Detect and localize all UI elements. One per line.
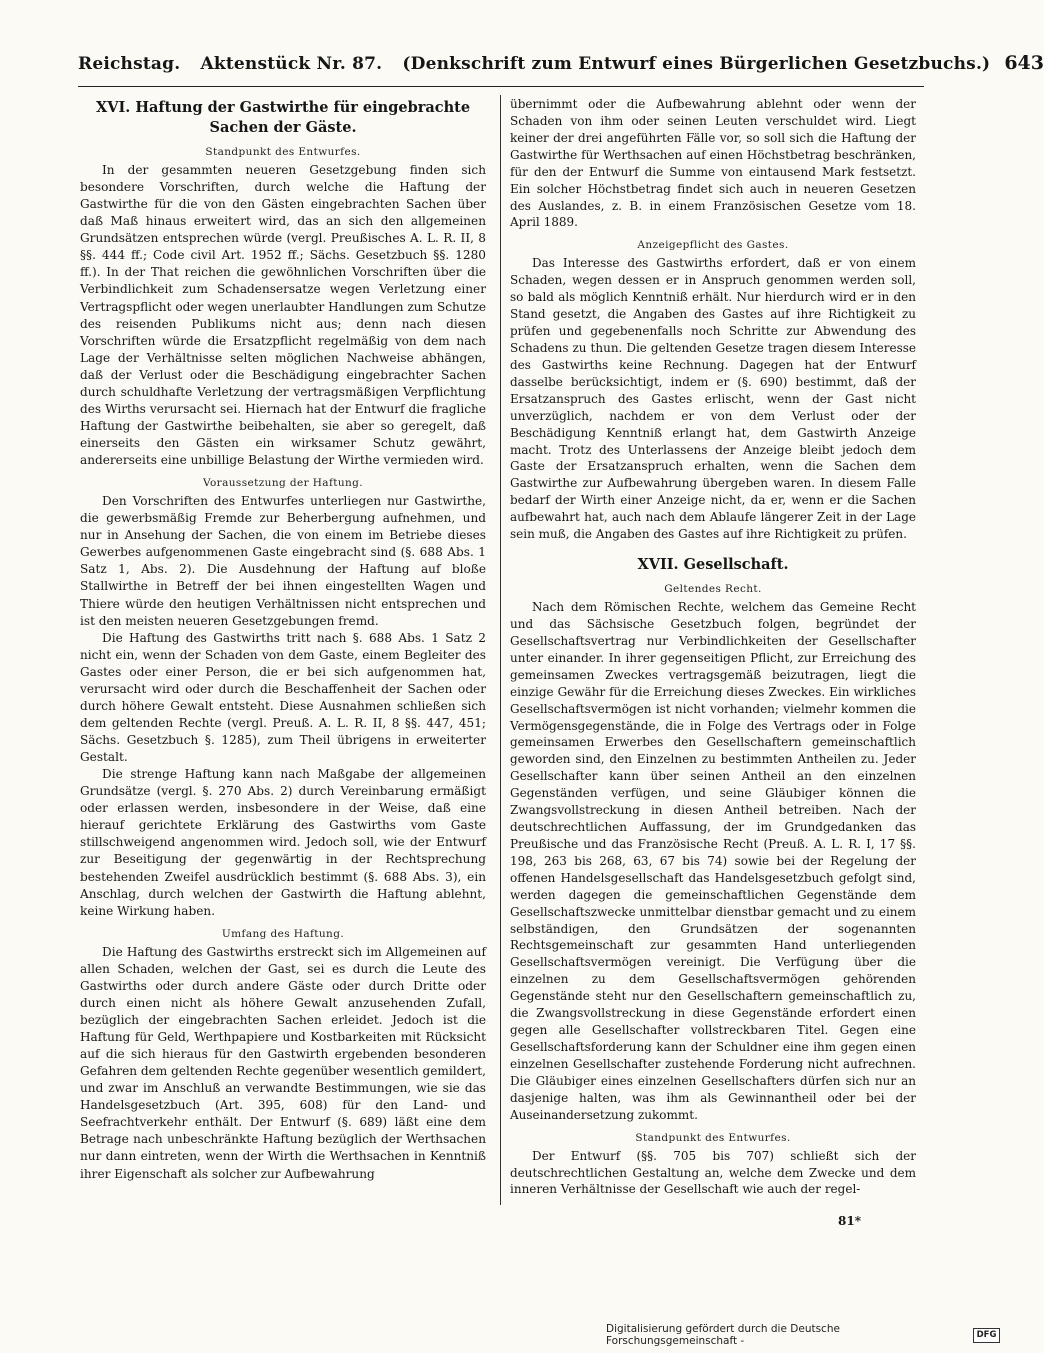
header-denkschrift: (Denkschrift zum Entwurf eines Bürgerlichen Gesetzbuchs.) bbox=[402, 54, 991, 74]
paragraph: Das Interesse des Gastwirths erfordert, daß er von einem Schaden, wegen dessen er in Anspruch genommen werden soll, so bald als möglich Kenntniß erhält. Nur hierdurch wird er in den Stand gesetzt, die Angaben des Gastes auf ihre Richtigkeit zu prüfen und gegebenenfalls noch Schritte zur Abwendung des Schadens zu thun. Die geltenden Gesetze tragen diesem Interesse des Gastwirths keine Rechnung. Dagegen hat der Entwurf dasselbe berücksichtigt, indem er (§. 690) bestimmt, daß der Ersatzanspruch des Gastes erlischt, wenn der Gast nicht unverzüglich, nachdem er von dem Verlust oder der Beschädigung Kenntniß erlangt hat, dem Gastwirth Anzeige macht. Trotz des Unterlassens der Anzeige bleibt jedoch dem Gaste der Ersatzanspruch erhalten, wenn die Sachen dem Gastwirthe zur Aufbewahrung übergeben waren. In diesem Falle bedarf der Wirth einer Anzeige nicht, da er, wenn er die Sachen aufbewahrt hat, auch nach dem Ablaufe längerer Zeit in der Lage sein muß, die Angaben des Gastes auf ihre Richtigkeit zu prüfen. bbox=[510, 256, 916, 542]
subheading-standpunkt: Standpunkt des Entwurfes. bbox=[205, 146, 361, 158]
subheading-anzeigepflicht: Anzeigepflicht des Gastes. bbox=[637, 239, 789, 252]
footer bbox=[606, 1323, 1000, 1347]
header-reichstag: Reichstag. bbox=[78, 54, 181, 74]
right-column bbox=[510, 96, 916, 1198]
header-aktenstueck: Aktenstück Nr. 87. bbox=[200, 54, 383, 74]
subheading-voraussetzung: Voraussetzung der Haftung. bbox=[202, 477, 364, 490]
page-number: 643 bbox=[1004, 52, 1044, 74]
paragraph: Die strenge Haftung kann nach Maßgabe der allgemeinen Grundsätze (vergl. §. 270 Abs. 2) durch Vereinbarung ermäßigt oder erlassen werden, insbesondere in der Weise, daß eine hierauf gerichtete Erklärung des Gastwirths vom Gaste stillschweigend angenommen wird. Jedoch soll, wie der Entwurf zur Beseitigung der gegenwärtig in der Rechtsprechung bestehenden Zweifel ausdrücklich bestimmt (§. 688 Abs. 3), ein Anschlag, durch welchen der Gastwirth die Haftung ablehnt, keine Wirkung haben. bbox=[80, 767, 486, 918]
page-header bbox=[78, 52, 1044, 82]
column-divider bbox=[500, 95, 501, 1205]
paragraph: Die Haftung des Gastwirths tritt nach §. 688 Abs. 1 Satz 2 nicht ein, wenn der Schaden von dem Gaste, einem Begleiter des Gastes oder einer Person, die er bei sich aufgenommen hat, verursacht wird oder durch die Beschaffenheit der Sachen oder durch höhere Gewalt entsteht. Diese Ausnahmen schließen sich dem geltenden Rechte (vergl. Preuß. A. L. R. II, 8 §§. 447, 451; Sächs. Gesetzbuch §. 1285), zum Theil übrigens in erweiterter Gestalt. bbox=[80, 630, 486, 765]
left-column bbox=[80, 96, 486, 1183]
subheading-umfang: Umfang des Haftung. bbox=[221, 927, 345, 940]
footer-text: Digitalisierung gefördert durch die Deutsche Forschungsgemeinschaft - bbox=[606, 1323, 840, 1347]
paragraph: Den Vorschriften des Entwurfes unterliegen nur Gastwirthe, die gewerbsmäßig Fremde zur Beherbergung aufnehmen, und nur in Ansehung der Sachen, die von einem im Betriebe dieses Gewerbes aufgenommenen Gaste eingebracht sind (§. 688 Abs. 1 Satz 1, Abs. 2). Die Ausdehnung der Haftung auf bloße Stallwirthe in Betreff der bei ihnen eingestellten Wagen und Thiere würde den heutigen Verhältnissen nicht entsprechen und ist den meisten neueren Gesetzgebungen fremd. bbox=[80, 494, 486, 628]
paragraph: übernimmt oder die Aufbewahrung ablehnt oder wenn der Schaden von ihm oder seinen Leuten verschuldet wird. Liegt keiner der drei angeführten Fälle vor, so soll sich die Haftung der Gastwirthe für Werthsachen auf einen Höchstbetrag beschränken, für den der Entwurf die Summe von eintausend Mark festsetzt. Ein solcher Höchstbetrag findet sich auch in neueren Gesetzen des Auslandes, z. B. in einem Französischen Gesetze vom 18. April 1889. bbox=[510, 97, 916, 230]
header-rule bbox=[78, 86, 924, 87]
subheading-standpunkt-2: Standpunkt des Entwurfes. bbox=[635, 1131, 791, 1144]
section-title-xvii: XVII. Gesellschaft. bbox=[637, 556, 789, 574]
paragraph: In der gesammten neueren Gesetzgebung finden sich besondere Vorschriften, durch welche die Haftung der Gastwirthe für die von den Gästen eingebrachten Sachen über daß Maß hinaus erweitert wird, das an sich den allgemeinen Grundsätzen entsprechen würde (vergl. Preußisches A. L. R. II, 8 §§. 444 ff.; Code civil Art. 1952 ff.; Sächs. Gesetzbuch §§. 1280 ff.). In der That reichen die gewöhnlichen Vorschriften über die Verbindlichkeit zum Schadensersatze wegen Verletzung einer Vertragspflicht oder wegen unerlaubter Handlungen zum Schutze des reisenden Publikums nicht aus; denn nach diesen Vorschriften würde die Ersatzpflicht regelmäßig von dem nach Lage der Verhältnisse selten möglichen Nachweise abhängen, daß der Verlust oder die Beschädigung eingebrachter Sachen durch schuldhafte Verletzung der vertragsmäßigen Verpflichtung des Wirths verursacht sei. Hiernach hat der Entwurf die fragliche Haftung der Gastwirthe beibehalten, sie aber so geregelt, daß einerseits den Gästen ein wirksamer Schutz gewährt, andererseits eine unbillige Belastung der Wirthe vermieden wird. bbox=[80, 163, 486, 468]
paragraph: Die Haftung des Gastwirths erstreckt sich im Allgemeinen auf allen Schaden, welchen der Gast, sei es durch die Leute des Gastwirths oder durch andere Gäste oder durch Dritte oder durch einen nicht als höhere Gewalt anzusehenden Zufall, bezüglich der eingebrachten Sachen erleidet. Jedoch ist die Haftung für Geld, Werthpapiere und Kostbarkeiten mit Rücksicht auf die sich hieraus für den Gastwirth ergebenden besonderen Gefahren dem geltenden Rechte gegenüber wesentlich gemildert, und zwar im Anschluß an verwandte Bestimmungen, wie sie das Handelsgesetzbuch (Art. 395, 608) für den Land- und Seefrachtverkehr enthält. Der Entwurf (§. 689) läßt eine dem Betrage nach unbeschränkte Haftung bezüglich der Werthsachen nur dann eintreten, wenn der Wirth die Werthsachen in Kenntniß ihrer Eigenschaft als solcher zur Aufbewahrung bbox=[80, 944, 486, 1181]
signature-mark: 81* bbox=[838, 1214, 861, 1228]
paragraph: Nach dem Römischen Rechte, welchem das Gemeine Recht und das Sächsische Gesetzbuch folgen, begründet der Gesellschaftsvertrag nur Verbindlichkeiten der Gesellschafter unter einander. In ihrer gegenseitigen Pflicht, zur Erreichung des gemeinsamen Zweckes vertragsgemäß beizutragen, liegt die einzige Gewähr für die Erreichung dieses Zweckes. Ein wirkliches Gesellschaftsvermögen ist nicht vorhanden; vielmehr kommen die Vermögensgegenstände, die in Folge des Vertrags oder in Folge gemeinsamen Erwerbes den Gesellschaftern gemeinschaftlich geworden sind, den Einzelnen zu bestimmten Antheilen zu. Jeder Gesellschafter kann über seinen Antheil an den einzelnen Gegenständen verfügen, und seine Gläubiger können die Zwangsvollstreckung in diesen Antheil betreiben. Nach der deutschrechtlichen Auffassung, der im Grundgedanken das Preußische und das Französische Recht (Preuß. A. L. R. I, 17 §§. 198, 263 bis 268, 63, 67 bis 74) sowie bei der Regelung der offenen Handelsgesellschaft das Handelsgesetzbuch gefolgt sind, werden dagegen die gemeinschaftlichen Gegenstände dem Gesellschaftszwecke unmittelbar dienstbar gemacht und zu einem selbständigen, den Grundsätzen der sogenannten Rechtsgemeinschaft zur gesammten Hand unterliegenden Gesellschaftsvermögen vereinigt. Die Verfügung über die einzelnen zu dem Gesellschaftsvermögen gehörenden Gegenstände steht nur den Gesellschaftern gemeinschaftlich zu, die Zwangsvollstreckung in diese Gegenstände erfordert einen gegen alle Gesellschafter vollstreckbaren Titel. Gegen eine Gesellschaftsforderung kann der Schuldner eine ihm gegen einen einzelnen Gesellschafter zustehende Forderung nicht aufrechnen. Die Gläubiger eines einzelnen Gesellschafters dürfen sich nur an dasjenige halten, was ihm als Gewinnantheil oder bei der Auseinandersetzung zukommt. bbox=[510, 600, 916, 1122]
subheading-geltendes-recht: Geltendes Recht. bbox=[664, 583, 762, 596]
running-head bbox=[78, 54, 1004, 74]
paragraph: Der Entwurf (§§. 705 bis 707) schließt sich der deutschrechtlichen Gestaltung an, welche dem Zwecke und dem inneren Verhältnisse der Gesellschaft wie auch der regel- bbox=[510, 1148, 916, 1197]
dfg-logo-icon: DFG bbox=[973, 1328, 1000, 1343]
section-title-xvi: XVI. Haftung der Gastwirthe für eingebrachte Sachen der Gäste. bbox=[95, 99, 471, 136]
